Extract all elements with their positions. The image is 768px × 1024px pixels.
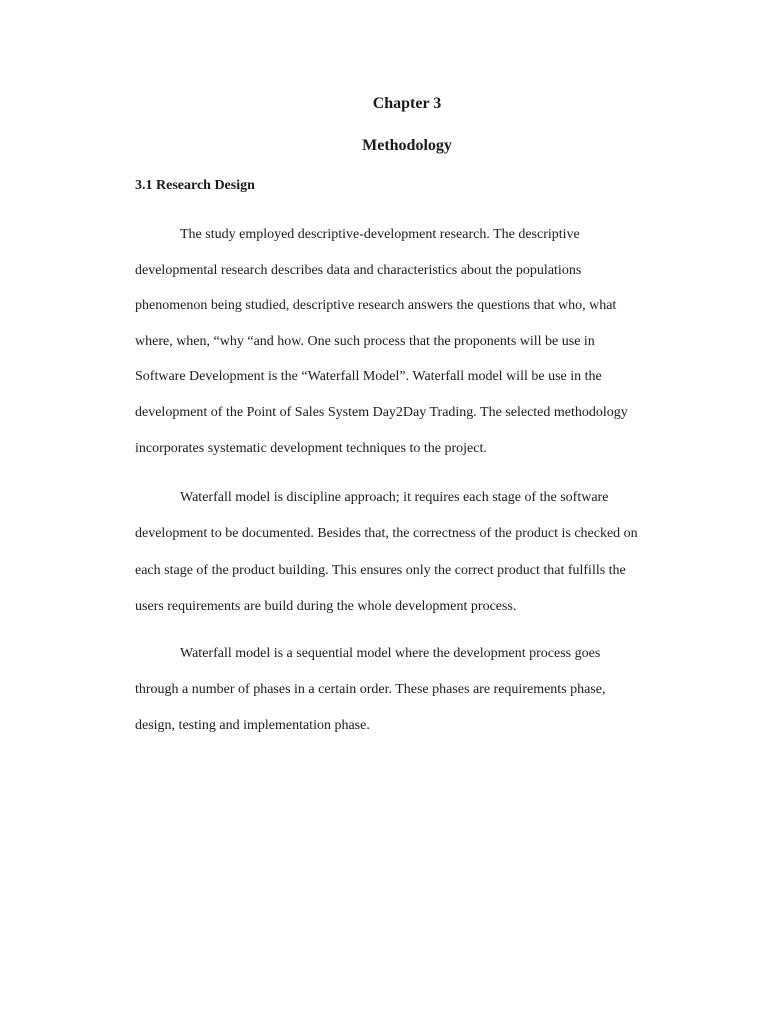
paragraph-line: development to be documented. Besides that, the correctness of the product is checked on	[135, 526, 638, 542]
paragraph-2	[135, 480, 695, 625]
paragraph-1	[135, 217, 695, 466]
paragraph-line: Software Development is the “Waterfall Model”. Waterfall model will be use in the	[135, 369, 602, 385]
paragraph-line: incorporates systematic development techniques to the project.	[135, 440, 487, 456]
paragraph-line: developmental research describes data and characteristics about the populations	[135, 262, 582, 278]
paragraph-3	[135, 636, 695, 744]
section-heading: 3.1 Research Design	[135, 178, 255, 193]
chapter-title: Methodology	[362, 137, 452, 154]
paragraph-line: each stage of the product building. This ensures only the correct product that fulfills the	[135, 562, 626, 578]
paragraph-line: The study employed descriptive-development research. The descriptive	[180, 227, 580, 242]
paragraph-line: users requirements are build during the whole development process.	[135, 598, 517, 614]
paragraph-line: through a number of phases in a certain order. These phases are requirements phase,	[135, 682, 606, 697]
paragraph-line: development of the Point of Sales System Day2Day Trading. The selected methodology	[135, 404, 628, 420]
paragraph-line: Waterfall model is a sequential model where the development process goes	[180, 646, 601, 661]
paragraph-line: phenomenon being studied, descriptive research answers the questions that who, what	[135, 298, 617, 314]
paragraph-line: design, testing and implementation phase.	[135, 718, 370, 733]
paragraph-line: where, when, “why “and how. One such process that the proponents will be use in	[135, 333, 595, 349]
chapter-label: Chapter 3	[372, 95, 442, 112]
paragraph-line: Waterfall model is discipline approach; it requires each stage of the software	[180, 490, 609, 505]
